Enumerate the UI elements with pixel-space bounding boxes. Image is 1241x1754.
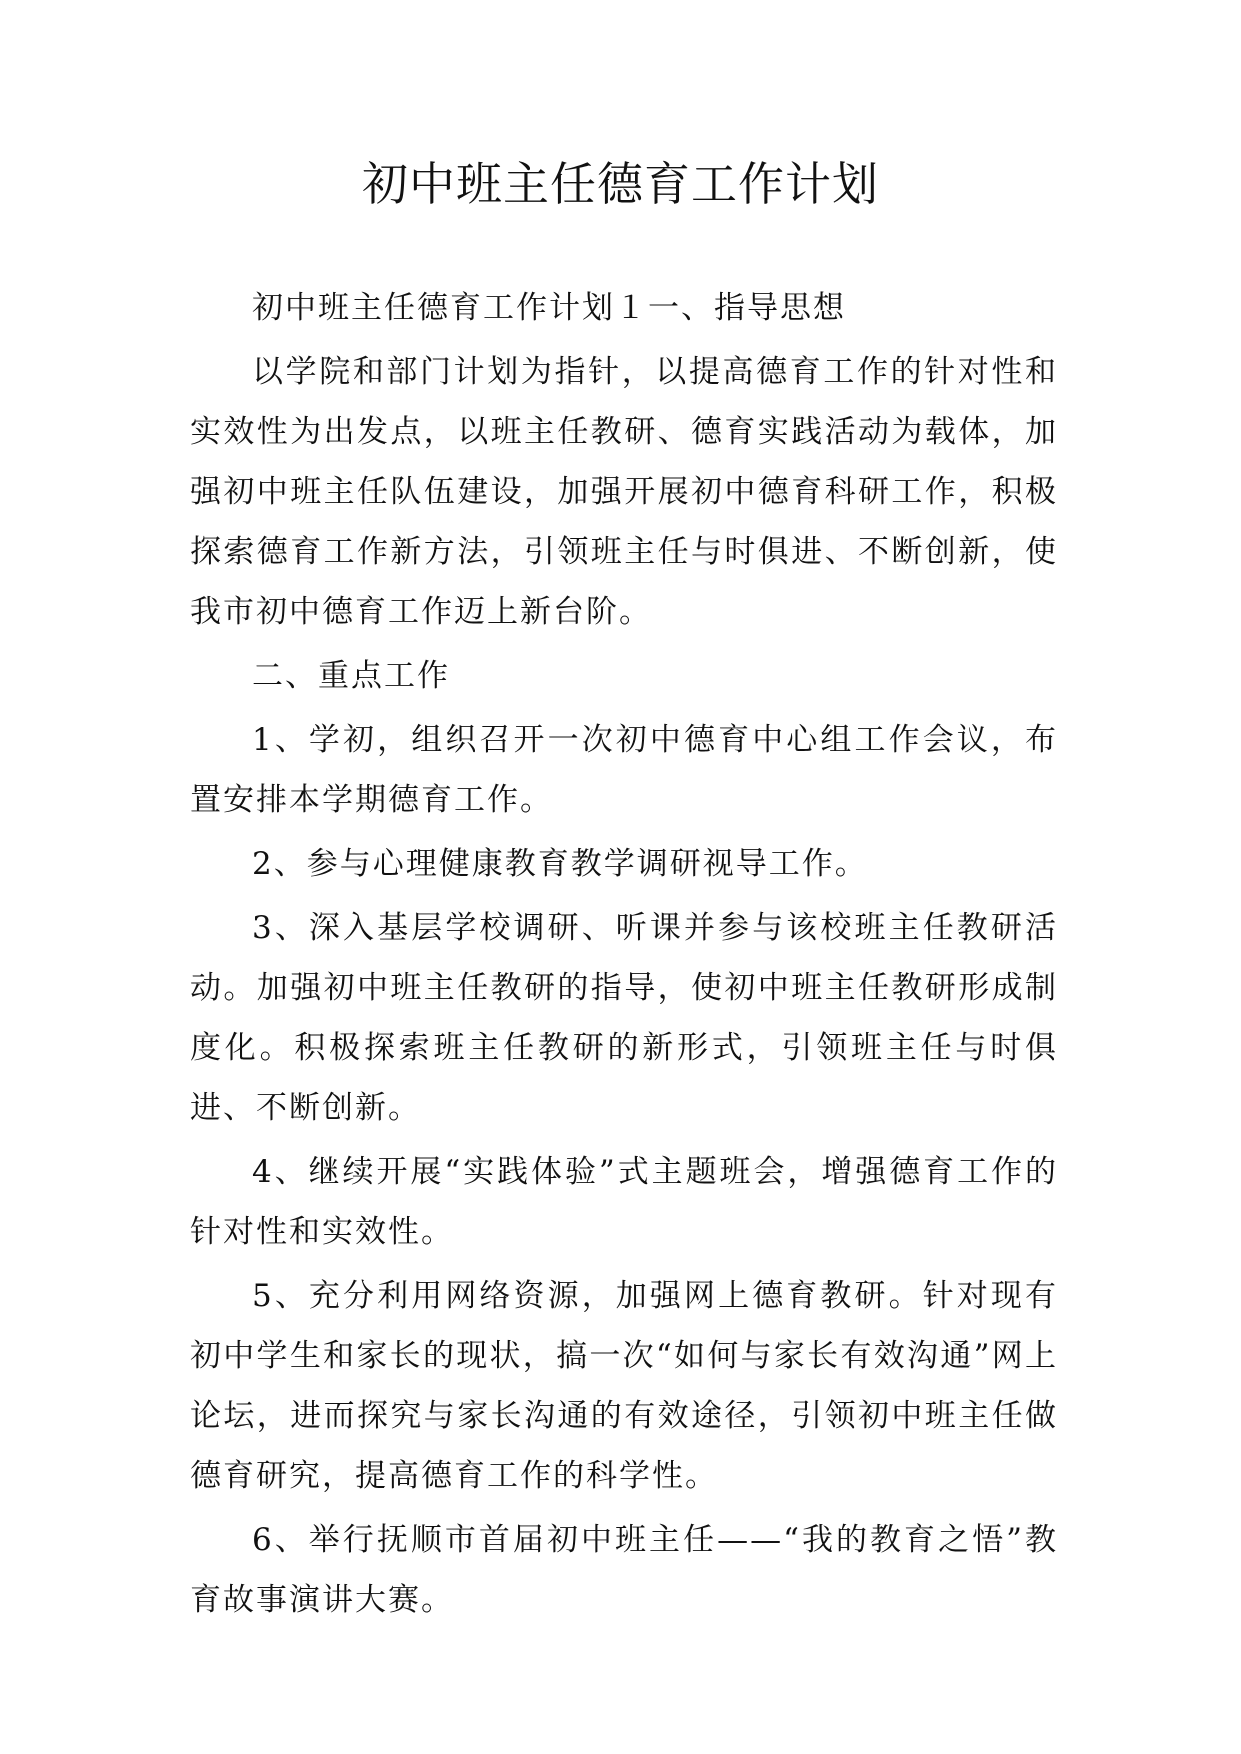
document-body bbox=[190, 278, 1058, 1634]
paragraph-heading-guiding-thought: 初中班主任德育工作计划１一、指导思想 bbox=[252, 290, 846, 326]
document-title: 初中班主任德育工作计划 bbox=[362, 157, 879, 211]
paragraph-heading-key-work: 二、重点工作 bbox=[252, 658, 450, 694]
list-item: 5、充分利用网络资源，加强网上德育教研。针对现有初中学生和家长的现状，搞一次“如何与家长有效沟通”网上论坛，进而探究与家长沟通的有效途径，引领初中班主任做德育研究，提高德育工作的科学性。 bbox=[190, 1278, 1058, 1494]
list-item: 1、学初，组织召开一次初中德育中心组工作会议，布置安排本学期德育工作。 bbox=[190, 722, 1058, 818]
list-item: 3、深入基层学校调研、听课并参与该校班主任教研活动。加强初中班主任教研的指导，使初中班主任教研形成制度化。积极探索班主任教研的新形式，引领班主任与时俱进、不断创新。 bbox=[190, 910, 1058, 1126]
list-item: 2、参与心理健康教育教学调研视导工作。 bbox=[252, 846, 868, 882]
paragraph: 以学院和部门计划为指针，以提高德育工作的针对性和实效性为出发点，以班主任教研、德育实践活动为载体，加强初中班主任队伍建设，加强开展初中德育科研工作，积极探索德育工作新方法，引领班主任与时俱进、不断创新，使我市初中德育工作迈上新台阶。 bbox=[190, 354, 1058, 630]
list-item: 6、举行抚顺市首届初中班主任——“我的教育之悟”教育故事演讲大赛。 bbox=[190, 1522, 1058, 1618]
list-item: 4、继续开展“实践体验”式主题班会，增强德育工作的针对性和实效性。 bbox=[190, 1154, 1058, 1250]
